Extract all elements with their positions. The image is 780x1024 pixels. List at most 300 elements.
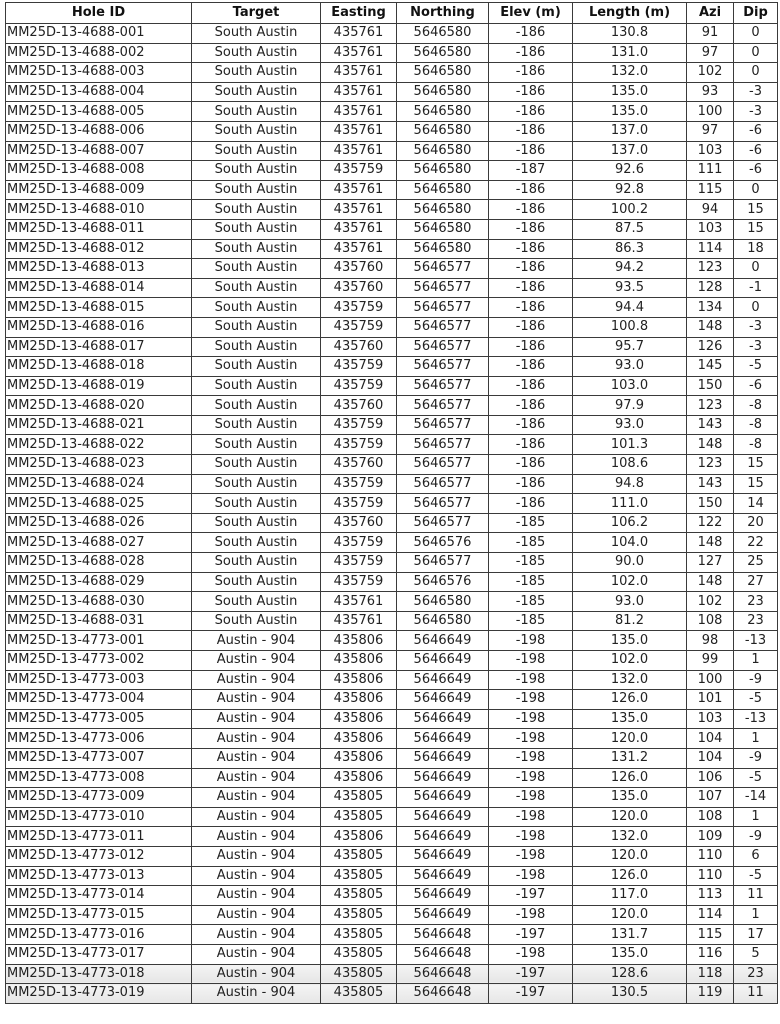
table-row bbox=[6, 141, 778, 161]
cell-elev: -198 bbox=[489, 827, 573, 847]
cell-elev: -186 bbox=[489, 121, 573, 141]
header-easting: Easting bbox=[321, 3, 397, 24]
cell-azi: 111 bbox=[687, 161, 734, 181]
cell-easting: 435759 bbox=[321, 298, 397, 318]
table-row bbox=[6, 278, 778, 298]
table-row bbox=[6, 513, 778, 533]
table-row bbox=[6, 337, 778, 357]
cell-target: Austin - 904 bbox=[192, 964, 321, 984]
cell-target: South Austin bbox=[192, 259, 321, 279]
cell-elev: -186 bbox=[489, 43, 573, 63]
cell-azi: 126 bbox=[687, 337, 734, 357]
cell-azi: 91 bbox=[687, 24, 734, 44]
cell-easting: 435806 bbox=[321, 690, 397, 710]
cell-easting: 435760 bbox=[321, 278, 397, 298]
cell-easting: 435760 bbox=[321, 513, 397, 533]
cell-easting: 435761 bbox=[321, 24, 397, 44]
cell-northing: 5646580 bbox=[397, 219, 489, 239]
table-row bbox=[6, 827, 778, 847]
cell-easting: 435760 bbox=[321, 455, 397, 475]
cell-elev: -186 bbox=[489, 102, 573, 122]
cell-dip: 23 bbox=[734, 964, 778, 984]
cell-northing: 5646577 bbox=[397, 317, 489, 337]
cell-easting: 435805 bbox=[321, 788, 397, 808]
cell-target: South Austin bbox=[192, 553, 321, 573]
cell-easting: 435761 bbox=[321, 63, 397, 83]
cell-northing: 5646648 bbox=[397, 944, 489, 964]
cell-azi: 116 bbox=[687, 944, 734, 964]
table-row bbox=[6, 357, 778, 377]
cell-elev: -186 bbox=[489, 474, 573, 494]
cell-hole-id: MM25D-13-4688-006 bbox=[6, 121, 192, 141]
cell-dip: 6 bbox=[734, 846, 778, 866]
cell-elev: -186 bbox=[489, 259, 573, 279]
cell-easting: 435805 bbox=[321, 846, 397, 866]
cell-northing: 5646649 bbox=[397, 866, 489, 886]
cell-target: South Austin bbox=[192, 337, 321, 357]
table-row bbox=[6, 925, 778, 945]
cell-length: 135.0 bbox=[573, 709, 687, 729]
cell-dip: 27 bbox=[734, 572, 778, 592]
cell-hole-id: MM25D-13-4688-022 bbox=[6, 435, 192, 455]
cell-easting: 435761 bbox=[321, 592, 397, 612]
table-row bbox=[6, 748, 778, 768]
cell-elev: -198 bbox=[489, 748, 573, 768]
cell-northing: 5646576 bbox=[397, 533, 489, 553]
cell-hole-id: MM25D-13-4773-002 bbox=[6, 651, 192, 671]
cell-target: South Austin bbox=[192, 435, 321, 455]
cell-hole-id: MM25D-13-4688-001 bbox=[6, 24, 192, 44]
cell-target: Austin - 904 bbox=[192, 846, 321, 866]
cell-hole-id: MM25D-13-4773-015 bbox=[6, 905, 192, 925]
cell-length: 132.0 bbox=[573, 827, 687, 847]
cell-northing: 5646580 bbox=[397, 121, 489, 141]
cell-northing: 5646580 bbox=[397, 82, 489, 102]
table-row bbox=[6, 435, 778, 455]
cell-target: South Austin bbox=[192, 357, 321, 377]
cell-easting: 435806 bbox=[321, 827, 397, 847]
cell-northing: 5646577 bbox=[397, 513, 489, 533]
cell-northing: 5646577 bbox=[397, 415, 489, 435]
cell-dip: 14 bbox=[734, 494, 778, 514]
cell-northing: 5646649 bbox=[397, 748, 489, 768]
cell-azi: 148 bbox=[687, 317, 734, 337]
cell-hole-id: MM25D-13-4773-004 bbox=[6, 690, 192, 710]
cell-hole-id: MM25D-13-4773-014 bbox=[6, 886, 192, 906]
cell-azi: 127 bbox=[687, 553, 734, 573]
cell-easting: 435805 bbox=[321, 925, 397, 945]
cell-easting: 435761 bbox=[321, 180, 397, 200]
cell-dip: 11 bbox=[734, 886, 778, 906]
cell-azi: 110 bbox=[687, 846, 734, 866]
cell-elev: -186 bbox=[489, 376, 573, 396]
table-row bbox=[6, 415, 778, 435]
cell-hole-id: MM25D-13-4688-030 bbox=[6, 592, 192, 612]
cell-length: 101.3 bbox=[573, 435, 687, 455]
cell-length: 93.0 bbox=[573, 415, 687, 435]
cell-hole-id: MM25D-13-4688-011 bbox=[6, 219, 192, 239]
cell-dip: 25 bbox=[734, 553, 778, 573]
cell-elev: -186 bbox=[489, 24, 573, 44]
cell-hole-id: MM25D-13-4773-013 bbox=[6, 866, 192, 886]
table-row bbox=[6, 984, 778, 1004]
cell-length: 90.0 bbox=[573, 553, 687, 573]
cell-azi: 134 bbox=[687, 298, 734, 318]
table-row bbox=[6, 455, 778, 475]
cell-northing: 5646577 bbox=[397, 278, 489, 298]
table-row bbox=[6, 572, 778, 592]
cell-hole-id: MM25D-13-4773-016 bbox=[6, 925, 192, 945]
cell-northing: 5646580 bbox=[397, 43, 489, 63]
cell-hole-id: MM25D-13-4773-017 bbox=[6, 944, 192, 964]
cell-azi: 108 bbox=[687, 611, 734, 631]
table-row bbox=[6, 43, 778, 63]
cell-hole-id: MM25D-13-4688-005 bbox=[6, 102, 192, 122]
cell-elev: -186 bbox=[489, 455, 573, 475]
cell-easting: 435805 bbox=[321, 886, 397, 906]
cell-easting: 435759 bbox=[321, 435, 397, 455]
cell-azi: 123 bbox=[687, 396, 734, 416]
cell-easting: 435805 bbox=[321, 866, 397, 886]
cell-target: Austin - 904 bbox=[192, 905, 321, 925]
header-elev: Elev (m) bbox=[489, 3, 573, 24]
table-row bbox=[6, 788, 778, 808]
table-row bbox=[6, 102, 778, 122]
cell-azi: 108 bbox=[687, 807, 734, 827]
table-row bbox=[6, 533, 778, 553]
cell-hole-id: MM25D-13-4773-011 bbox=[6, 827, 192, 847]
cell-dip: 15 bbox=[734, 219, 778, 239]
cell-azi: 97 bbox=[687, 121, 734, 141]
cell-easting: 435761 bbox=[321, 141, 397, 161]
cell-hole-id: MM25D-13-4688-021 bbox=[6, 415, 192, 435]
cell-length: 93.5 bbox=[573, 278, 687, 298]
cell-length: 97.9 bbox=[573, 396, 687, 416]
cell-dip: -13 bbox=[734, 709, 778, 729]
cell-dip: -9 bbox=[734, 748, 778, 768]
cell-dip: -9 bbox=[734, 827, 778, 847]
cell-length: 102.0 bbox=[573, 651, 687, 671]
cell-length: 95.7 bbox=[573, 337, 687, 357]
cell-dip: 0 bbox=[734, 63, 778, 83]
cell-hole-id: MM25D-13-4688-009 bbox=[6, 180, 192, 200]
cell-hole-id: MM25D-13-4773-010 bbox=[6, 807, 192, 827]
cell-northing: 5646649 bbox=[397, 905, 489, 925]
cell-dip: 1 bbox=[734, 807, 778, 827]
cell-easting: 435805 bbox=[321, 905, 397, 925]
cell-target: South Austin bbox=[192, 121, 321, 141]
cell-length: 94.8 bbox=[573, 474, 687, 494]
cell-easting: 435806 bbox=[321, 670, 397, 690]
table-row bbox=[6, 807, 778, 827]
cell-easting: 435760 bbox=[321, 259, 397, 279]
table-row bbox=[6, 905, 778, 925]
table-row bbox=[6, 768, 778, 788]
header-length: Length (m) bbox=[573, 3, 687, 24]
cell-target: South Austin bbox=[192, 592, 321, 612]
cell-elev: -186 bbox=[489, 298, 573, 318]
cell-elev: -186 bbox=[489, 494, 573, 514]
cell-hole-id: MM25D-13-4688-019 bbox=[6, 376, 192, 396]
cell-azi: 107 bbox=[687, 788, 734, 808]
cell-length: 132.0 bbox=[573, 670, 687, 690]
cell-target: Austin - 904 bbox=[192, 709, 321, 729]
cell-azi: 102 bbox=[687, 63, 734, 83]
cell-azi: 148 bbox=[687, 572, 734, 592]
table-row bbox=[6, 259, 778, 279]
table-row bbox=[6, 298, 778, 318]
table-row bbox=[6, 944, 778, 964]
header-azi: Azi bbox=[687, 3, 734, 24]
cell-elev: -185 bbox=[489, 553, 573, 573]
cell-azi: 114 bbox=[687, 239, 734, 259]
cell-length: 131.7 bbox=[573, 925, 687, 945]
cell-hole-id: MM25D-13-4773-012 bbox=[6, 846, 192, 866]
cell-hole-id: MM25D-13-4688-020 bbox=[6, 396, 192, 416]
cell-length: 104.0 bbox=[573, 533, 687, 553]
cell-hole-id: MM25D-13-4688-002 bbox=[6, 43, 192, 63]
table-row bbox=[6, 317, 778, 337]
cell-length: 126.0 bbox=[573, 866, 687, 886]
cell-length: 135.0 bbox=[573, 82, 687, 102]
cell-target: South Austin bbox=[192, 494, 321, 514]
cell-length: 135.0 bbox=[573, 631, 687, 651]
cell-azi: 104 bbox=[687, 748, 734, 768]
cell-dip: 0 bbox=[734, 43, 778, 63]
cell-dip: -5 bbox=[734, 866, 778, 886]
cell-target: South Austin bbox=[192, 161, 321, 181]
cell-length: 120.0 bbox=[573, 905, 687, 925]
cell-northing: 5646649 bbox=[397, 709, 489, 729]
cell-azi: 98 bbox=[687, 631, 734, 651]
header-northing: Northing bbox=[397, 3, 489, 24]
cell-elev: -186 bbox=[489, 317, 573, 337]
cell-elev: -198 bbox=[489, 944, 573, 964]
cell-northing: 5646577 bbox=[397, 435, 489, 455]
cell-easting: 435805 bbox=[321, 944, 397, 964]
cell-northing: 5646577 bbox=[397, 259, 489, 279]
cell-hole-id: MM25D-13-4773-008 bbox=[6, 768, 192, 788]
cell-elev: -198 bbox=[489, 807, 573, 827]
cell-hole-id: MM25D-13-4688-016 bbox=[6, 317, 192, 337]
cell-length: 93.0 bbox=[573, 592, 687, 612]
cell-azi: 143 bbox=[687, 474, 734, 494]
header-target: Target bbox=[192, 3, 321, 24]
cell-dip: -5 bbox=[734, 768, 778, 788]
cell-dip: 1 bbox=[734, 651, 778, 671]
cell-dip: 1 bbox=[734, 729, 778, 749]
cell-northing: 5646580 bbox=[397, 141, 489, 161]
cell-hole-id: MM25D-13-4688-004 bbox=[6, 82, 192, 102]
cell-elev: -198 bbox=[489, 905, 573, 925]
table-row bbox=[6, 846, 778, 866]
cell-dip: 15 bbox=[734, 474, 778, 494]
cell-dip: -1 bbox=[734, 278, 778, 298]
cell-hole-id: MM25D-13-4688-026 bbox=[6, 513, 192, 533]
cell-elev: -197 bbox=[489, 925, 573, 945]
cell-length: 100.2 bbox=[573, 200, 687, 220]
cell-target: South Austin bbox=[192, 102, 321, 122]
cell-elev: -186 bbox=[489, 219, 573, 239]
cell-target: Austin - 904 bbox=[192, 866, 321, 886]
cell-azi: 118 bbox=[687, 964, 734, 984]
cell-dip: 23 bbox=[734, 611, 778, 631]
cell-northing: 5646577 bbox=[397, 337, 489, 357]
cell-elev: -198 bbox=[489, 768, 573, 788]
cell-northing: 5646648 bbox=[397, 984, 489, 1004]
table-row bbox=[6, 709, 778, 729]
cell-length: 111.0 bbox=[573, 494, 687, 514]
cell-easting: 435806 bbox=[321, 748, 397, 768]
cell-length: 135.0 bbox=[573, 944, 687, 964]
cell-easting: 435805 bbox=[321, 964, 397, 984]
cell-hole-id: MM25D-13-4773-007 bbox=[6, 748, 192, 768]
table-row bbox=[6, 82, 778, 102]
cell-easting: 435759 bbox=[321, 553, 397, 573]
table-row bbox=[6, 219, 778, 239]
cell-northing: 5646649 bbox=[397, 807, 489, 827]
cell-length: 117.0 bbox=[573, 886, 687, 906]
cell-northing: 5646576 bbox=[397, 572, 489, 592]
cell-northing: 5646649 bbox=[397, 788, 489, 808]
cell-dip: -9 bbox=[734, 670, 778, 690]
cell-elev: -197 bbox=[489, 964, 573, 984]
cell-elev: -185 bbox=[489, 572, 573, 592]
cell-elev: -186 bbox=[489, 415, 573, 435]
cell-dip: 0 bbox=[734, 298, 778, 318]
cell-northing: 5646577 bbox=[397, 298, 489, 318]
cell-elev: -185 bbox=[489, 533, 573, 553]
cell-northing: 5646649 bbox=[397, 768, 489, 788]
cell-dip: -8 bbox=[734, 435, 778, 455]
cell-target: South Austin bbox=[192, 317, 321, 337]
cell-elev: -187 bbox=[489, 161, 573, 181]
table-row bbox=[6, 729, 778, 749]
table-header bbox=[6, 3, 778, 24]
cell-azi: 103 bbox=[687, 141, 734, 161]
cell-northing: 5646649 bbox=[397, 651, 489, 671]
cell-length: 94.4 bbox=[573, 298, 687, 318]
cell-easting: 435761 bbox=[321, 611, 397, 631]
cell-hole-id: MM25D-13-4688-012 bbox=[6, 239, 192, 259]
cell-dip: 23 bbox=[734, 592, 778, 612]
cell-easting: 435761 bbox=[321, 43, 397, 63]
cell-length: 132.0 bbox=[573, 63, 687, 83]
table-row bbox=[6, 611, 778, 631]
cell-hole-id: MM25D-13-4688-028 bbox=[6, 553, 192, 573]
cell-dip: 0 bbox=[734, 259, 778, 279]
cell-elev: -186 bbox=[489, 435, 573, 455]
cell-northing: 5646580 bbox=[397, 611, 489, 631]
cell-target: Austin - 904 bbox=[192, 925, 321, 945]
cell-northing: 5646649 bbox=[397, 846, 489, 866]
cell-easting: 435759 bbox=[321, 357, 397, 377]
cell-hole-id: MM25D-13-4688-027 bbox=[6, 533, 192, 553]
cell-azi: 122 bbox=[687, 513, 734, 533]
cell-northing: 5646580 bbox=[397, 200, 489, 220]
cell-dip: -6 bbox=[734, 161, 778, 181]
cell-easting: 435806 bbox=[321, 729, 397, 749]
cell-hole-id: MM25D-13-4688-010 bbox=[6, 200, 192, 220]
cell-elev: -198 bbox=[489, 690, 573, 710]
cell-dip: 20 bbox=[734, 513, 778, 533]
cell-northing: 5646648 bbox=[397, 964, 489, 984]
cell-target: South Austin bbox=[192, 24, 321, 44]
cell-azi: 115 bbox=[687, 925, 734, 945]
cell-length: 108.6 bbox=[573, 455, 687, 475]
cell-elev: -186 bbox=[489, 278, 573, 298]
cell-elev: -198 bbox=[489, 709, 573, 729]
cell-hole-id: MM25D-13-4688-003 bbox=[6, 63, 192, 83]
cell-northing: 5646649 bbox=[397, 827, 489, 847]
cell-dip: 15 bbox=[734, 200, 778, 220]
cell-elev: -185 bbox=[489, 611, 573, 631]
cell-target: South Austin bbox=[192, 298, 321, 318]
cell-azi: 123 bbox=[687, 455, 734, 475]
cell-target: South Austin bbox=[192, 239, 321, 259]
cell-northing: 5646580 bbox=[397, 24, 489, 44]
cell-azi: 99 bbox=[687, 651, 734, 671]
cell-dip: -14 bbox=[734, 788, 778, 808]
cell-northing: 5646577 bbox=[397, 494, 489, 514]
cell-target: South Austin bbox=[192, 278, 321, 298]
table-row bbox=[6, 396, 778, 416]
cell-target: South Austin bbox=[192, 63, 321, 83]
cell-hole-id: MM25D-13-4773-018 bbox=[6, 964, 192, 984]
cell-easting: 435759 bbox=[321, 161, 397, 181]
cell-target: South Austin bbox=[192, 180, 321, 200]
cell-length: 92.6 bbox=[573, 161, 687, 181]
cell-target: South Austin bbox=[192, 513, 321, 533]
cell-easting: 435759 bbox=[321, 572, 397, 592]
cell-northing: 5646580 bbox=[397, 102, 489, 122]
cell-target: Austin - 904 bbox=[192, 827, 321, 847]
cell-azi: 150 bbox=[687, 494, 734, 514]
cell-northing: 5646649 bbox=[397, 886, 489, 906]
cell-length: 131.0 bbox=[573, 43, 687, 63]
cell-northing: 5646577 bbox=[397, 357, 489, 377]
table-row bbox=[6, 474, 778, 494]
cell-azi: 106 bbox=[687, 768, 734, 788]
cell-hole-id: MM25D-13-4688-024 bbox=[6, 474, 192, 494]
cell-northing: 5646580 bbox=[397, 180, 489, 200]
cell-dip: 17 bbox=[734, 925, 778, 945]
cell-azi: 103 bbox=[687, 219, 734, 239]
cell-easting: 435759 bbox=[321, 494, 397, 514]
cell-northing: 5646649 bbox=[397, 729, 489, 749]
cell-easting: 435761 bbox=[321, 200, 397, 220]
cell-easting: 435759 bbox=[321, 376, 397, 396]
cell-northing: 5646580 bbox=[397, 63, 489, 83]
cell-azi: 104 bbox=[687, 729, 734, 749]
cell-dip: -6 bbox=[734, 376, 778, 396]
cell-elev: -198 bbox=[489, 866, 573, 886]
header-dip: Dip bbox=[734, 3, 778, 24]
cell-elev: -198 bbox=[489, 729, 573, 749]
cell-northing: 5646577 bbox=[397, 376, 489, 396]
cell-northing: 5646580 bbox=[397, 161, 489, 181]
cell-length: 135.0 bbox=[573, 788, 687, 808]
cell-target: South Austin bbox=[192, 396, 321, 416]
table-row bbox=[6, 553, 778, 573]
cell-length: 103.0 bbox=[573, 376, 687, 396]
cell-length: 135.0 bbox=[573, 102, 687, 122]
table-row bbox=[6, 376, 778, 396]
cell-target: Austin - 904 bbox=[192, 886, 321, 906]
table-row bbox=[6, 180, 778, 200]
cell-target: South Austin bbox=[192, 141, 321, 161]
cell-target: Austin - 904 bbox=[192, 944, 321, 964]
